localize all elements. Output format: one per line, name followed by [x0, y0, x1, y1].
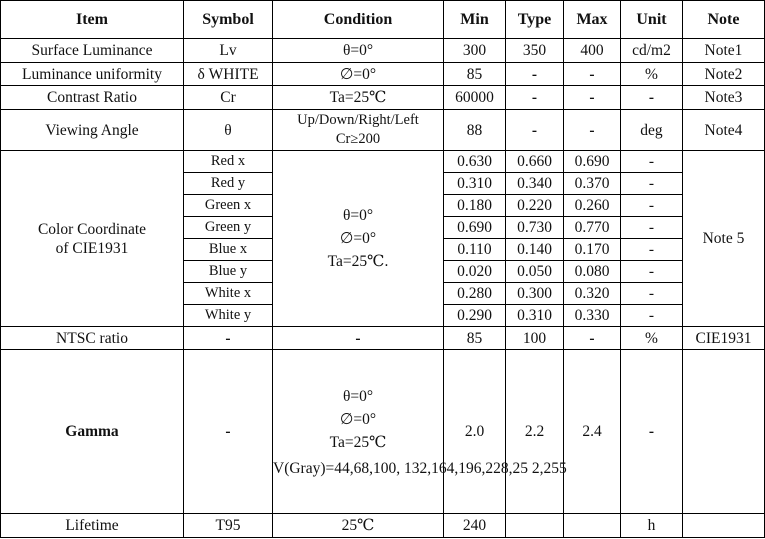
- condition-line: θ=0°: [342, 207, 374, 224]
- unit-cell: cd/m2: [621, 39, 683, 63]
- condition-line: ∅=0°: [339, 410, 377, 428]
- min-cell: 88: [444, 110, 506, 151]
- symbol-cell: -: [184, 350, 273, 514]
- min-cell: 240: [444, 514, 506, 538]
- row-contrast-ratio: [1, 86, 765, 110]
- condition-line: Cr≥200: [335, 131, 381, 147]
- max-cell: -: [564, 110, 621, 151]
- header-item: Item: [1, 1, 184, 39]
- min-cell: 0.630: [444, 151, 506, 173]
- type-cell: 0.660: [506, 151, 564, 173]
- header-type: Type: [506, 1, 564, 39]
- unit-cell: -: [621, 217, 683, 239]
- condition-line-gray-levels: V(Gray)=44,68,100, 132,164,196,228,25 2,255: [273, 459, 567, 477]
- item-cell: Gamma: [1, 350, 184, 514]
- symbol-cell: Green x: [184, 195, 273, 217]
- row-surface-luminance: [1, 39, 765, 63]
- symbol-cell: -: [184, 327, 273, 350]
- symbol-cell: Cr: [184, 86, 273, 110]
- row-viewing-angle: [1, 110, 765, 151]
- min-cell: 2.0: [444, 350, 506, 514]
- max-cell: 0.170: [564, 239, 621, 261]
- note-cell: Note3: [683, 86, 765, 110]
- header-condition: Condition: [273, 1, 444, 39]
- symbol-cell: δ WHITE: [184, 63, 273, 86]
- symbol-cell: White x: [184, 283, 273, 305]
- max-cell: 0.770: [564, 217, 621, 239]
- row-luminance-uniformity: [1, 63, 765, 86]
- type-cell: -: [506, 63, 564, 86]
- min-cell: 0.180: [444, 195, 506, 217]
- unit-cell: %: [621, 63, 683, 86]
- max-cell: 0.080: [564, 261, 621, 283]
- type-cell: 0.730: [506, 217, 564, 239]
- symbol-cell: Lv: [184, 39, 273, 63]
- item-cell: Lifetime: [1, 514, 184, 538]
- header-min: Min: [444, 1, 506, 39]
- item-cell: Viewing Angle: [1, 110, 184, 151]
- max-cell: 0.320: [564, 283, 621, 305]
- item-cell: Contrast Ratio: [1, 86, 184, 110]
- symbol-cell: Red x: [184, 151, 273, 173]
- item-line: of CIE1931: [55, 239, 129, 257]
- condition-line: Up/Down/Right/Left: [297, 112, 419, 128]
- type-cell: -: [506, 86, 564, 110]
- min-cell: 60000: [444, 86, 506, 110]
- min-cell: 85: [444, 63, 506, 86]
- max-cell: -: [564, 63, 621, 86]
- type-cell: [506, 514, 564, 538]
- symbol-cell: Blue y: [184, 261, 273, 283]
- max-cell: 2.4: [564, 350, 621, 514]
- min-cell: 0.310: [444, 173, 506, 195]
- unit-cell: -: [621, 195, 683, 217]
- unit-cell: -: [621, 239, 683, 261]
- condition-cell: [273, 110, 444, 151]
- type-cell: 0.310: [506, 305, 564, 327]
- condition-cell: Ta=25℃: [273, 86, 444, 110]
- condition-line: θ=0°: [342, 387, 374, 405]
- header-row: [1, 1, 765, 39]
- type-cell: 350: [506, 39, 564, 63]
- unit-cell: -: [621, 86, 683, 110]
- unit-cell: -: [621, 350, 683, 514]
- max-cell: 0.690: [564, 151, 621, 173]
- condition-cell-color: [273, 151, 444, 327]
- max-cell: 400: [564, 39, 621, 63]
- symbol-cell: T95: [184, 514, 273, 538]
- note-cell: Note4: [683, 110, 765, 151]
- item-cell-color-coordinate: [1, 151, 184, 327]
- note-cell: Note2: [683, 63, 765, 86]
- note-cell: Note1: [683, 39, 765, 63]
- max-cell: -: [564, 327, 621, 350]
- item-cell: Luminance uniformity: [1, 63, 184, 86]
- min-cell: 0.280: [444, 283, 506, 305]
- max-cell: 0.330: [564, 305, 621, 327]
- max-cell: 0.370: [564, 173, 621, 195]
- unit-cell: -: [621, 173, 683, 195]
- row-lifetime: [1, 514, 765, 538]
- note-cell: CIE1931: [683, 327, 765, 350]
- unit-cell: -: [621, 305, 683, 327]
- condition-cell: 25℃: [273, 514, 444, 538]
- row-ntsc-ratio: [1, 327, 765, 350]
- type-cell: -: [506, 110, 564, 151]
- max-cell: -: [564, 86, 621, 110]
- unit-cell: -: [621, 261, 683, 283]
- condition-line: ∅=0°: [339, 230, 377, 247]
- symbol-cell: White y: [184, 305, 273, 327]
- condition-cell: θ=0°: [273, 39, 444, 63]
- unit-cell: h: [621, 514, 683, 538]
- condition-line: Ta=25℃: [329, 433, 387, 451]
- item-cell: Surface Luminance: [1, 39, 184, 63]
- header-note: Note: [683, 1, 765, 39]
- min-cell: 0.110: [444, 239, 506, 261]
- note-cell: [683, 514, 765, 538]
- condition-cell: -: [273, 327, 444, 350]
- header-symbol: Symbol: [184, 1, 273, 39]
- header-unit: Unit: [621, 1, 683, 39]
- condition-line: Ta=25℃.: [327, 253, 389, 270]
- type-cell: 2.2: [506, 350, 564, 514]
- min-cell: 300: [444, 39, 506, 63]
- symbol-cell: Green y: [184, 217, 273, 239]
- row-gamma: [1, 350, 765, 514]
- max-cell: [564, 514, 621, 538]
- type-cell: 0.340: [506, 173, 564, 195]
- type-cell: 0.300: [506, 283, 564, 305]
- unit-cell: -: [621, 283, 683, 305]
- row-color-red-x: [1, 151, 765, 173]
- min-cell: 0.290: [444, 305, 506, 327]
- item-line: Color Coordinate: [37, 220, 147, 238]
- type-cell: 0.140: [506, 239, 564, 261]
- max-cell: 0.260: [564, 195, 621, 217]
- condition-cell: ∅=0°: [273, 63, 444, 86]
- type-cell: 0.220: [506, 195, 564, 217]
- type-cell: 100: [506, 327, 564, 350]
- symbol-cell: θ: [184, 110, 273, 151]
- unit-cell: deg: [621, 110, 683, 151]
- symbol-cell: Blue x: [184, 239, 273, 261]
- type-cell: 0.050: [506, 261, 564, 283]
- note-cell-color: Note 5: [683, 151, 765, 327]
- note-cell: [683, 350, 765, 514]
- symbol-cell: Red y: [184, 173, 273, 195]
- unit-cell: -: [621, 151, 683, 173]
- header-max: Max: [564, 1, 621, 39]
- min-cell: 0.020: [444, 261, 506, 283]
- unit-cell: %: [621, 327, 683, 350]
- min-cell: 0.690: [444, 217, 506, 239]
- min-cell: 85: [444, 327, 506, 350]
- item-cell: NTSC ratio: [1, 327, 184, 350]
